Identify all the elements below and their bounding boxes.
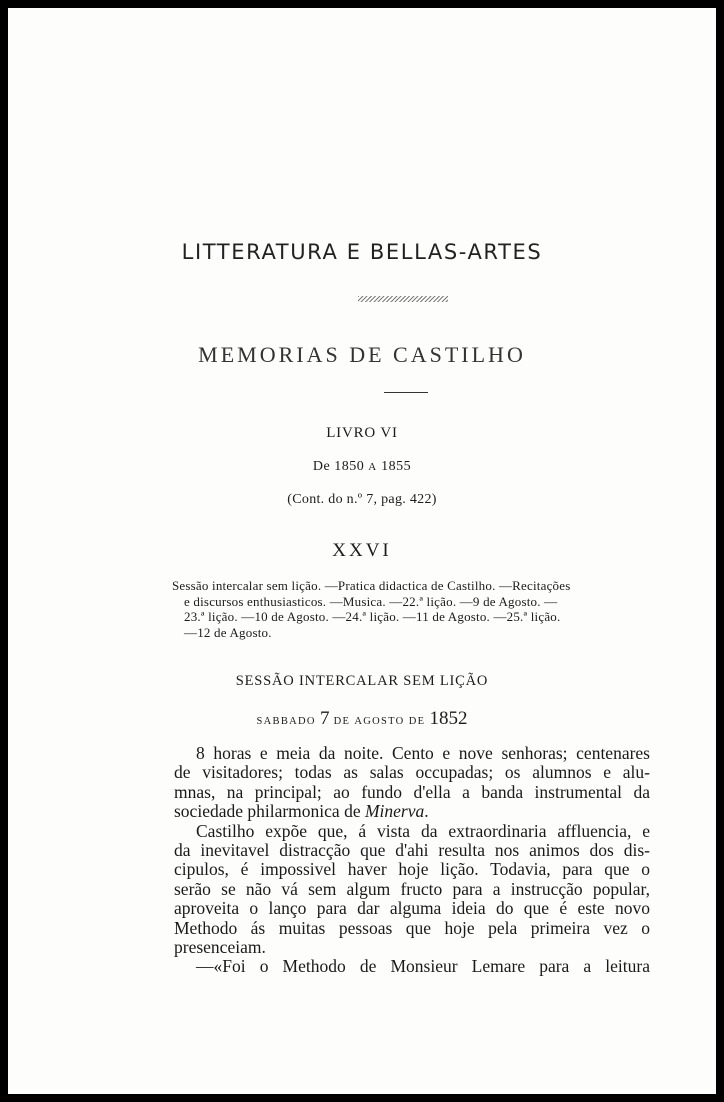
continuation-note: (Cont. do n.º 7, pag. 422) — [287, 492, 437, 507]
chapter-summary — [172, 578, 652, 640]
dateline — [8, 708, 716, 730]
section-title: LITTERATURA E BELLAS-ARTES — [181, 240, 543, 264]
body-line: 8 horas e meia da noite. Cento e nove senhoras; centenares — [196, 743, 650, 763]
body-text — [174, 744, 650, 977]
book-label: LIVRO VI — [326, 425, 398, 441]
body-line: presenceiam. — [174, 937, 266, 958]
dateline-de: DE — [333, 716, 351, 727]
document-page — [8, 8, 716, 1094]
dateline-day: 7 — [319, 708, 330, 729]
article-title: MEMORIAS DE CASTILHO — [198, 342, 526, 367]
italic-word: Minerva — [364, 801, 425, 822]
body-line: serão se não vá sem algum fructo para a instrucção popular, — [174, 878, 650, 899]
body-line: Methodo ás muitas pessoas que hoje pela primeira vez o — [174, 917, 650, 938]
summary-line: Sessão intercalar sem lição. —Pratica didactica de Castilho. —Recitações — [172, 578, 571, 593]
period-start: 1850 — [334, 459, 365, 474]
period-line — [8, 459, 716, 475]
session-heading: SESSÃO INTERCALAR SEM LIÇÃO — [235, 673, 489, 689]
body-line: mnas, na principal; ao fundo d'ella a banda instrumental da — [174, 781, 650, 802]
dateline-de: DE — [408, 716, 426, 727]
dateline-weekday: SABBADO — [256, 716, 316, 727]
body-line: cipulos, é impossivel haver hoje lição. Todavia, para que o — [174, 859, 650, 880]
summary-line: 23.ª lição. —10 de Agosto. —24.ª lição. —11 de Agosto. —25.ª lição. — [184, 609, 561, 624]
body-line: —«Foi o Methodo de Monsieur Lemare para a leitura — [196, 956, 650, 977]
period-prefix: De — [312, 459, 331, 474]
period-separator: A — [368, 461, 378, 473]
body-line: Castilho expõe que, á vista da extraordinaria affluencia, e — [196, 820, 650, 841]
wavy-divider — [358, 296, 448, 302]
chapter-number: XXVI — [332, 540, 392, 561]
body-line: aproveita o lanço para dar alguma ideia do que é este novo — [174, 898, 650, 919]
summary-line: —12 de Agosto. — [184, 624, 272, 640]
summary-line: e discursos enthusiasticos. —Musica. —22.ª lição. —9 de Agosto. — — [184, 593, 558, 609]
body-line: da inevitavel distracção que d'ahi resulta nos animos dos dis- — [174, 840, 650, 861]
period-end: 1855 — [381, 459, 412, 474]
body-line: de visitadores; todas as salas occupadas; os alumnos e alu- — [174, 762, 650, 783]
short-rule — [384, 392, 428, 393]
dateline-year: 1852 — [429, 708, 468, 729]
body-line-italic: sociedade philarmonica de Minerva. — [174, 801, 429, 822]
dateline-month: AGOSTO — [354, 716, 405, 727]
